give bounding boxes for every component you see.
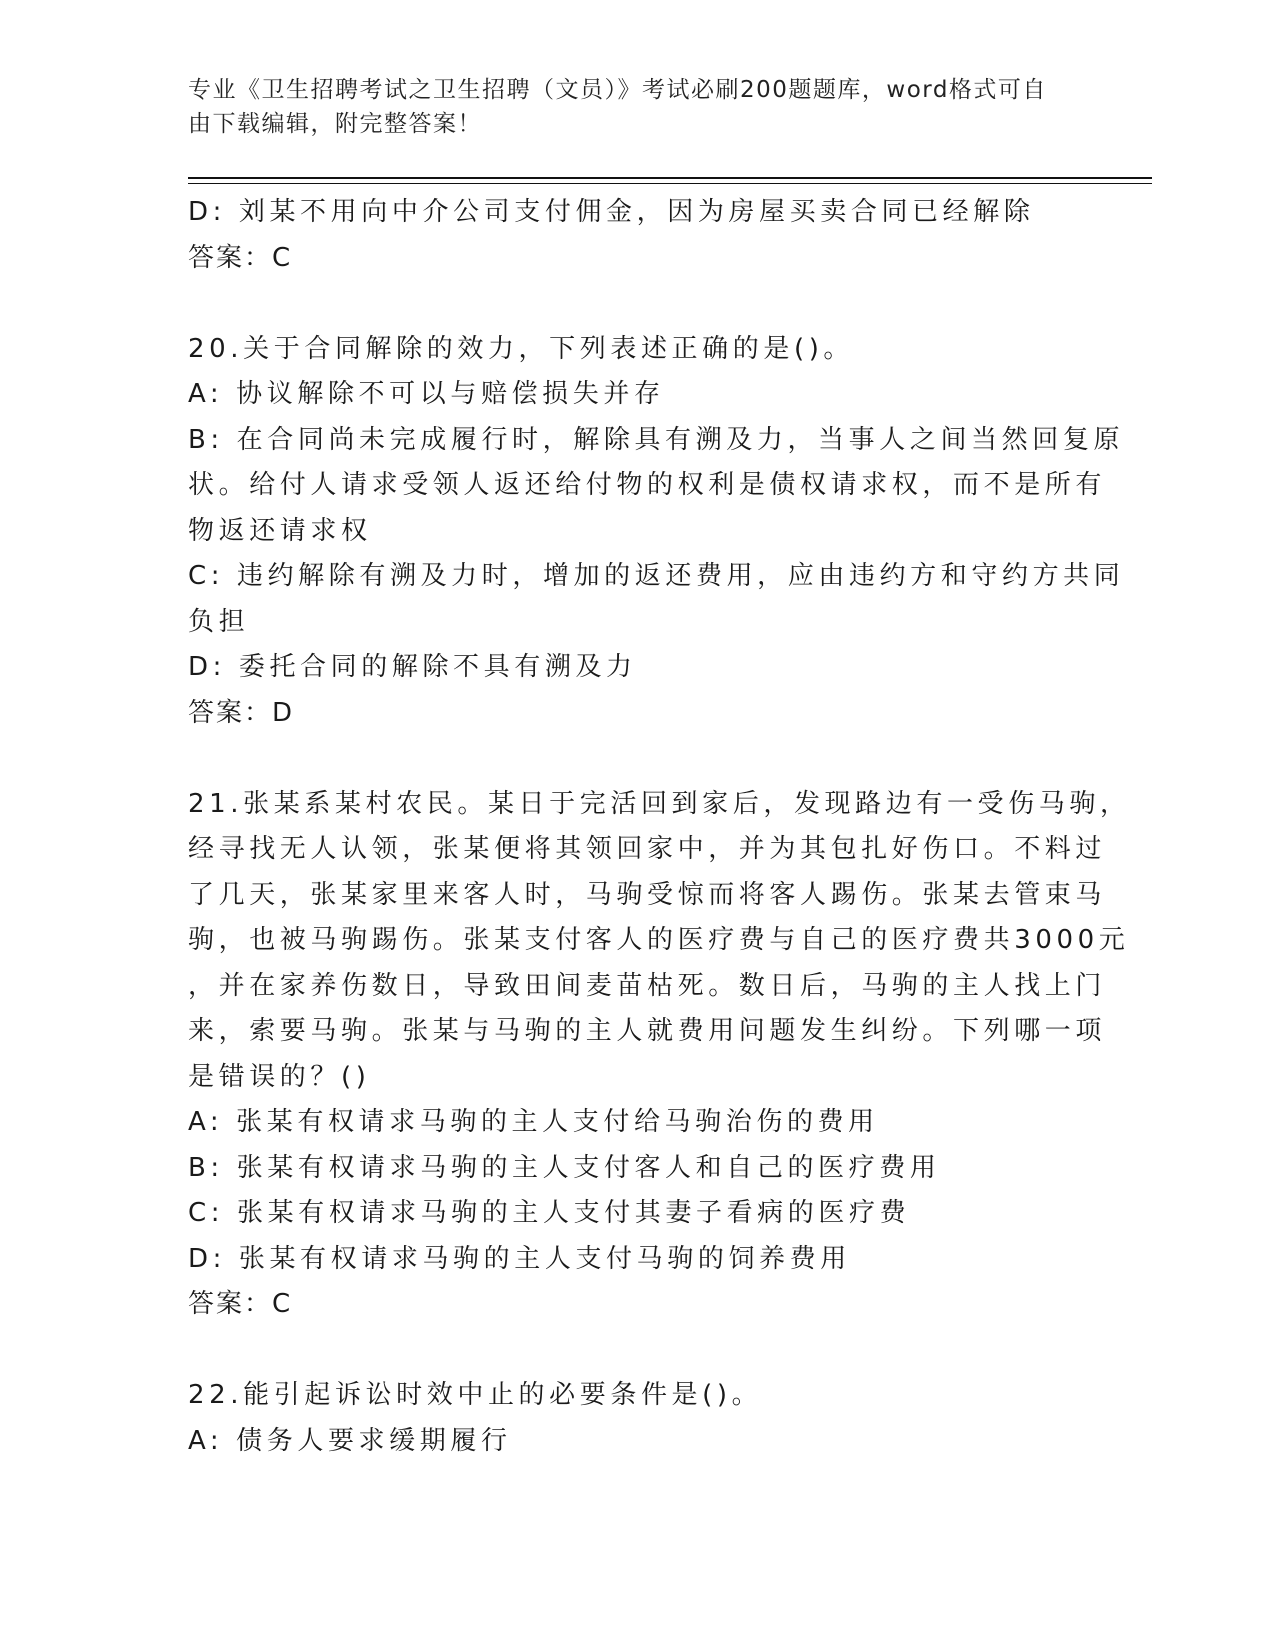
question-stem: 20.关于合同解除的效力，下列表述正确的是()。 xyxy=(188,333,855,364)
question-list xyxy=(188,190,1131,1464)
option-b-line-3: 物返还请求权 xyxy=(188,515,372,546)
header-line-1: 专业《卫生招聘考试之卫生招聘（文员）》考试必刷200题题库，word格式可自 xyxy=(188,77,1047,103)
option-c: C: 张某有权请求马驹的主人支付其妻子看病的医疗费 xyxy=(188,1198,911,1228)
question-stem-line-5: ，并在家养伤数日，导致田间麦苗枯死。数日后，马驹的主人找上门 xyxy=(188,970,1107,1001)
question-stem-line-4: 驹，也被马驹踢伤。张某支付客人的医疗费与自己的医疗费共3000元 xyxy=(188,925,1130,955)
header-line-2: 由下载编辑，附完整答案！ xyxy=(188,111,482,137)
answer: 答案：C xyxy=(188,1289,293,1319)
header-rule-thin xyxy=(188,183,1152,184)
option-a: A: 债务人要求缓期履行 xyxy=(188,1425,512,1456)
question-stem-line-3: 了几天，张某家里来客人时，马驹受惊而将客人踢伤。张某去管束马 xyxy=(188,879,1107,910)
option-a: A: 张某有权请求马驹的主人支付给马驹治伤的费用 xyxy=(188,1107,879,1137)
question-20 xyxy=(188,327,1125,737)
question-stem-line-1: 21.张某系某村农民。某日于完活回到家后，发现路边有一受伤马驹， xyxy=(188,788,1131,819)
answer: 答案：C xyxy=(188,242,293,273)
header-rule-thick xyxy=(188,177,1152,179)
option-b-line-2: 状。给付人请求受领人返还给付物的权利是债权请求权，而不是所有 xyxy=(188,470,1107,500)
question-stem-line-7: 是错误的？() xyxy=(188,1061,371,1092)
question-stem-line-6: 来，索要马驹。张某与马驹的主人就费用问题发生纠纷。下列哪一项 xyxy=(188,1016,1107,1046)
option-a: A: 协议解除不可以与赔偿损失并存 xyxy=(188,379,665,409)
option-d: D: 张某有权请求马驹的主人支付马驹的饲养费用 xyxy=(188,1243,851,1274)
option-d: D: 委托合同的解除不具有溯及力 xyxy=(188,652,637,682)
question-stem-line-2: 经寻找无人认领，张某便将其领回家中，并为其包扎好伤口。不料过 xyxy=(188,834,1107,864)
spacer xyxy=(188,281,1088,327)
question-21 xyxy=(188,782,1131,1328)
spacer xyxy=(188,736,1088,782)
document-header xyxy=(188,73,1088,141)
option-b: B: 张某有权请求马驹的主人支付客人和自己的医疗费用 xyxy=(188,1152,941,1183)
spacer xyxy=(188,1328,1088,1374)
question-stem: 22.能引起诉讼时效中止的必要条件是()。 xyxy=(188,1380,763,1410)
option-c-line-1: C: 违约解除有溯及力时，增加的返还费用，应由违约方和守约方共同 xyxy=(188,561,1125,591)
question-19-tail xyxy=(188,190,1088,281)
answer: 答案：D xyxy=(188,697,295,728)
question-22 xyxy=(188,1373,1088,1464)
option-c-line-2: 负担 xyxy=(188,606,250,637)
option-d: D: 刘某不用向中介公司支付佣金，因为房屋买卖合同已经解除 xyxy=(188,197,1035,227)
option-b-line-1: B: 在合同尚未完成履行时，解除具有溯及力，当事人之间当然回复原 xyxy=(188,424,1125,455)
